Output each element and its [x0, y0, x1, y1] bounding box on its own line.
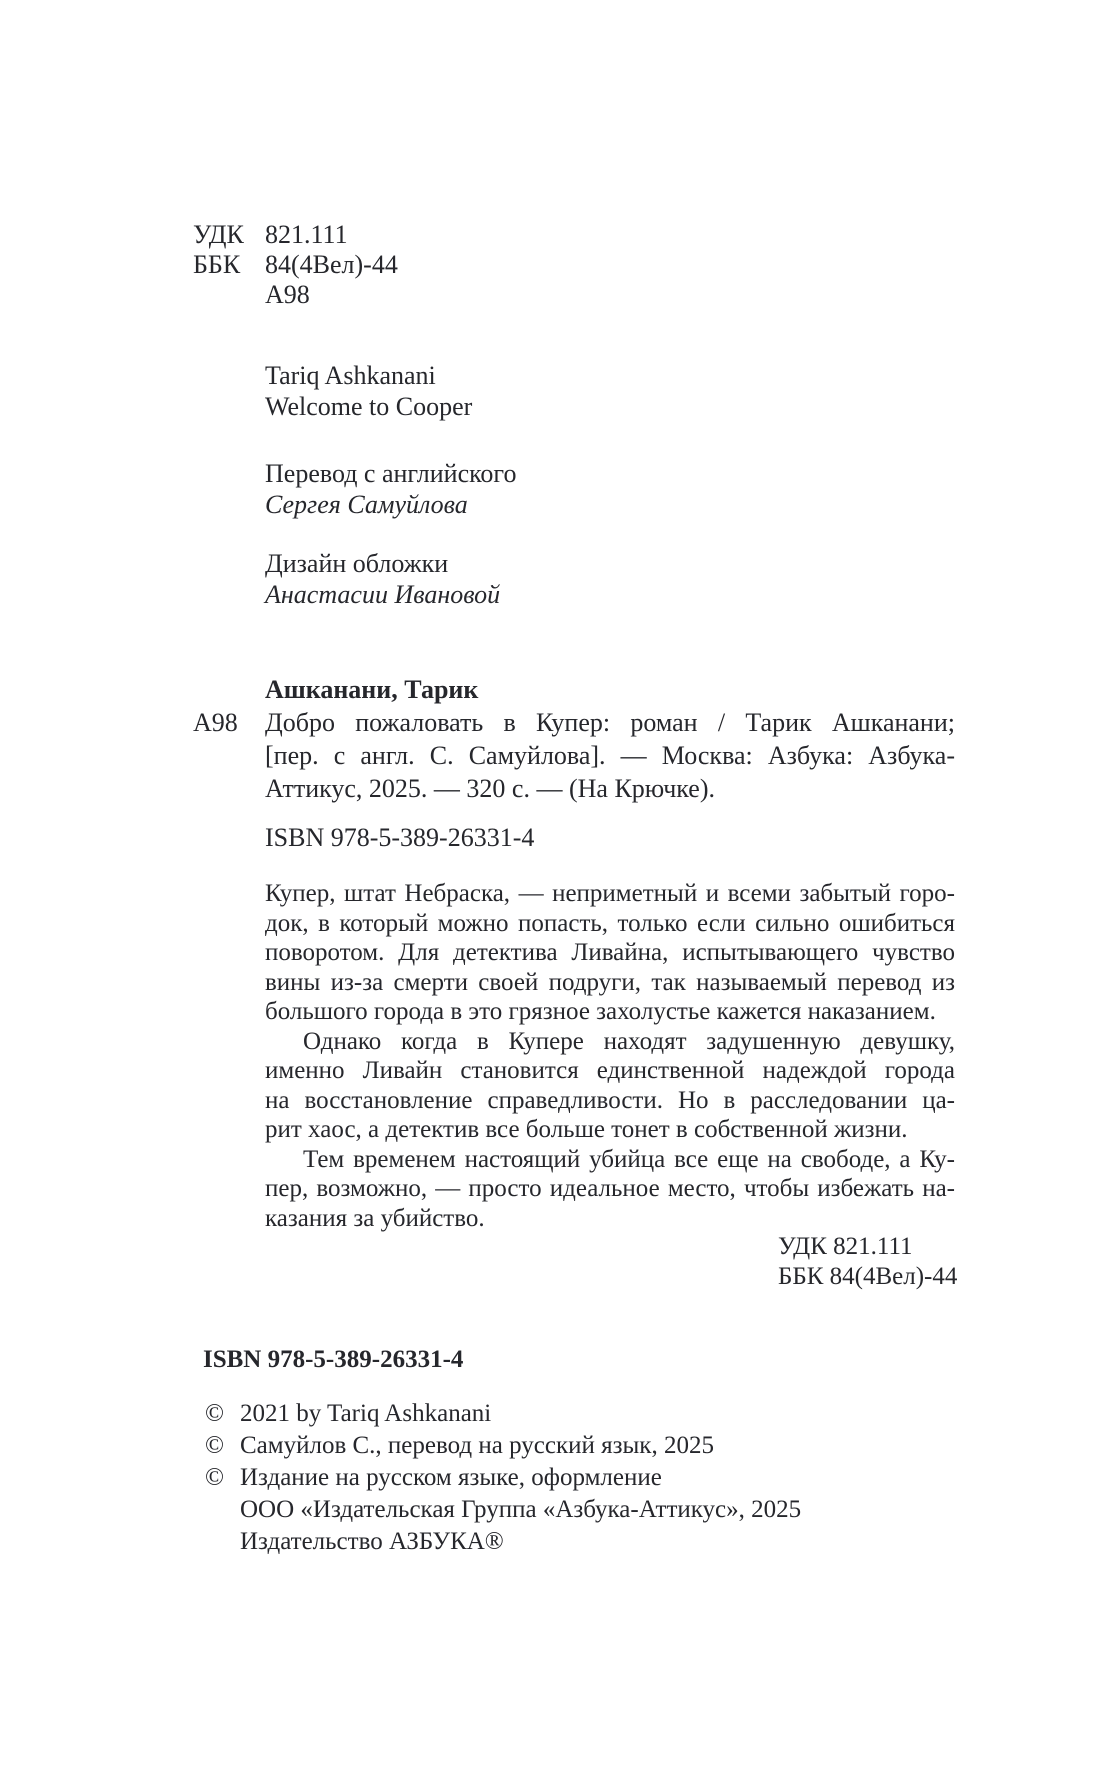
classification-bottom-block [778, 1232, 957, 1292]
classification-top-block [193, 220, 398, 310]
annotation-line: вины из-за смерти своей подруги, так называемый перевод из [265, 968, 955, 996]
copyright-entry-lines [240, 1430, 801, 1462]
bibliographic-record-block [193, 673, 955, 805]
annotation-line: док, в который можно попасть, только если сильно ошибиться [265, 909, 955, 937]
original-title-block [265, 360, 472, 422]
annotation-line: большого города в это грязное захолустье кажется наказанием. [265, 998, 936, 1025]
bibliographic-author-header: Ашканани, Тарик [265, 675, 479, 704]
bibliographic-record-line: Добро пожаловать в Купер: роман / Тарик Ашканани; [265, 708, 955, 737]
annotation-line: Тем временем настоящий убийца все еще на свободе, а Ку- [303, 1145, 955, 1173]
copyright-line: Самуйлов С., перевод на русский язык, 2025 [240, 1432, 714, 1459]
copyright-symbol: © [205, 1432, 224, 1459]
copyright-symbol: © [205, 1464, 224, 1491]
cover-design-credit-block [265, 548, 500, 610]
copyright-entry-lines [240, 1398, 801, 1430]
copyright-entry-lines [240, 1462, 801, 1558]
annotation-line: пер, возможно, — просто идеальное место, чтобы избежать на- [265, 1175, 955, 1202]
udk-bottom: УДК 821.111 [778, 1233, 913, 1260]
translation-heading: Перевод с английского [265, 459, 517, 488]
annotation-line: поворотом. Для детектива Ливайна, испытывающего чувство [265, 939, 955, 966]
original-author: Tariq Ashkanani [265, 361, 436, 390]
copyright-block [205, 1398, 801, 1558]
copyright-entry [205, 1398, 801, 1430]
annotation-paragraph [265, 1145, 955, 1234]
udk-value: 821.111 [265, 220, 348, 249]
copyright-line: ООО «Издательская Группа «Азбука-Аттикус», 2025 [240, 1496, 802, 1523]
bbk-row [193, 250, 398, 280]
udk-label: УДК [193, 220, 244, 249]
translator-name: Сергея Самуйлова [265, 490, 468, 519]
translation-credit-block [265, 458, 516, 520]
udk-row [193, 220, 398, 250]
author-code: А98 [265, 280, 310, 309]
bibliographic-record-line: [пер. с англ. С. Самуйлова]. — Москва: Азбука: Азбука- [265, 741, 955, 770]
isbn-record: ISBN 978-5-389-26331-4 [265, 823, 535, 852]
copyright-line: 2021 by Tariq Ashkanani [240, 1400, 492, 1427]
cover-designer-name: Анастасии Ивановой [265, 580, 501, 609]
bbk-label: ББК [193, 250, 241, 279]
original-title: Welcome to Cooper [265, 392, 473, 421]
author-code-row [193, 280, 398, 310]
annotation-line: на восстановление справедливости. Но в расследовании ца- [265, 1086, 955, 1114]
annotation-line: Однако когда в Купере находят задушенную девушку, [303, 1027, 955, 1055]
bibliographic-author-code: А98 [193, 708, 238, 737]
annotation-paragraph [265, 879, 955, 1027]
copyright-entry [205, 1462, 801, 1558]
copyright-line: Издание на русском языке, оформление [240, 1464, 662, 1491]
cover-design-heading: Дизайн обложки [265, 549, 449, 578]
copyright-line: Издательство АЗБУКА® [240, 1528, 504, 1555]
annotation-line: Купер, штат Небраска, — неприметный и всеми забытый горо- [265, 880, 955, 907]
isbn-bottom: ISBN 978-5-389-26331-4 [203, 1346, 464, 1373]
bibliographic-record-line: Аттикус, 2025. — 320 с. — (На Крючке). [265, 774, 715, 803]
copyright-symbol: © [205, 1400, 224, 1427]
bibliographic-record-text [265, 706, 955, 805]
annotation-line: именно Ливайн становится единственной надеждой города [265, 1057, 955, 1084]
annotation-line: рит хаос, а детектив все больше тонет в собственной жизни. [265, 1116, 908, 1143]
annotation-line: казания за убийство. [265, 1204, 485, 1232]
copyright-entry [205, 1430, 801, 1462]
bibliographic-record-row [193, 706, 955, 805]
bbk-value: 84(4Вел)-44 [265, 250, 398, 279]
bbk-bottom: ББК 84(4Вел)-44 [778, 1263, 958, 1290]
annotation-paragraph [265, 1027, 955, 1145]
annotation [265, 879, 955, 1233]
